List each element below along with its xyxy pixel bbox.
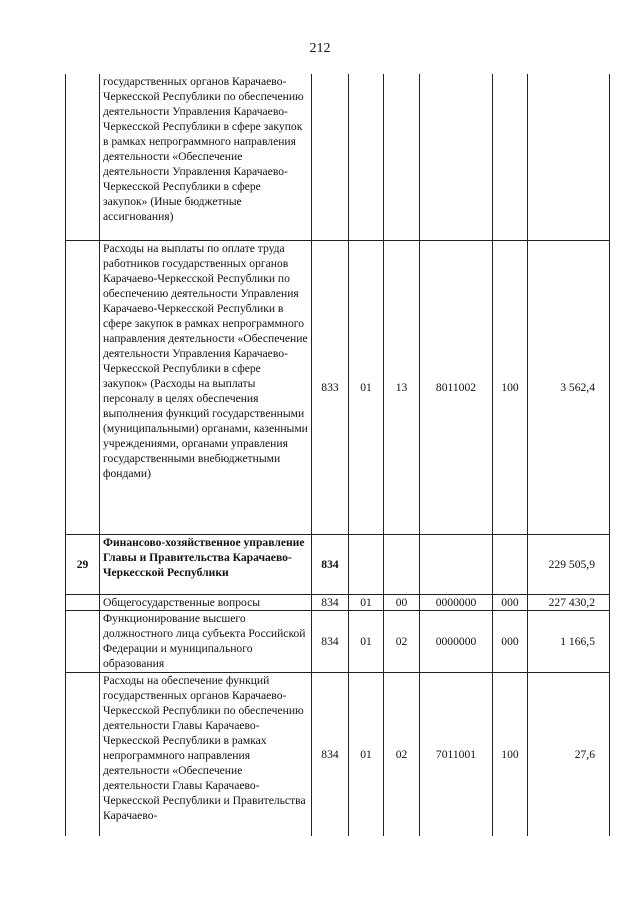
expense-type-code: 000 bbox=[493, 610, 528, 672]
page-number: 212 bbox=[309, 41, 331, 56]
ministry-code: 834 bbox=[312, 534, 349, 594]
row-number bbox=[66, 594, 100, 610]
row-number bbox=[66, 610, 100, 672]
amount: 229 505,9 bbox=[528, 534, 610, 594]
target-article-code: 7011001 bbox=[420, 672, 493, 836]
table-row bbox=[66, 594, 610, 610]
row-number bbox=[66, 240, 100, 534]
target-article-code bbox=[420, 74, 493, 240]
target-article-code bbox=[420, 534, 493, 594]
expense-type-code bbox=[493, 534, 528, 594]
budget-table bbox=[65, 74, 610, 836]
section-code: 01 bbox=[349, 594, 384, 610]
ministry-code: 834 bbox=[312, 594, 349, 610]
expense-type-code bbox=[493, 74, 528, 240]
row-number: 29 bbox=[66, 534, 100, 594]
target-article-code: 8011002 bbox=[420, 240, 493, 534]
ministry-code: 834 bbox=[312, 610, 349, 672]
row-description: Общегосударственные вопросы bbox=[100, 594, 312, 610]
subsection-code: 02 bbox=[384, 610, 420, 672]
row-description: Расходы на выплаты по оплате труда работников государственных органов Карачаево-Черкесской Республики по обеспечению деятельности Управления Карачаево-Черкесской Республики в сфере закупок в рамках непрограммного направления деятельности «Обеспечение деятельности Управления Карачаево-Черкесской Республики в сфере закупок» (Расходы на выплаты персоналу в целях обеспечения выполнения функций государственными (муниципальными) органами, казенными учреждениями, органами управления государственными внебюджетными фондами) bbox=[100, 240, 312, 534]
expense-type-code: 100 bbox=[493, 672, 528, 836]
expense-type-code: 000 bbox=[493, 594, 528, 610]
expense-type-code: 100 bbox=[493, 240, 528, 534]
row-description: Финансово-хозяйственное управление Главы и Правительства Карачаево-Черкесской Республики bbox=[100, 534, 312, 594]
table-row bbox=[66, 74, 610, 240]
ministry-code: 834 bbox=[312, 672, 349, 836]
row-description: государственных органов Карачаево-Черкесской Республики по обеспечению деятельности Управления Карачаево-Черкесской Республики в сфере закупок в рамках непрограммного направления деятельности «Обеспечение деятельности Управления Карачаево-Черкесской Республики в сфере закупок» (Иные бюджетные ассигнования) bbox=[100, 74, 312, 240]
row-number bbox=[66, 74, 100, 240]
amount: 227 430,2 bbox=[528, 594, 610, 610]
target-article-code: 0000000 bbox=[420, 594, 493, 610]
section-code bbox=[349, 534, 384, 594]
amount bbox=[528, 74, 610, 240]
section-code bbox=[349, 74, 384, 240]
section-code: 01 bbox=[349, 240, 384, 534]
section-code: 01 bbox=[349, 610, 384, 672]
row-number bbox=[66, 672, 100, 836]
table-row bbox=[66, 240, 610, 534]
subsection-code: 00 bbox=[384, 594, 420, 610]
target-article-code: 0000000 bbox=[420, 610, 493, 672]
subsection-code bbox=[384, 74, 420, 240]
amount: 1 166,5 bbox=[528, 610, 610, 672]
table-row bbox=[66, 534, 610, 594]
amount: 3 562,4 bbox=[528, 240, 610, 534]
ministry-code bbox=[312, 74, 349, 240]
subsection-code: 13 bbox=[384, 240, 420, 534]
table-row bbox=[66, 672, 610, 836]
amount: 27,6 bbox=[528, 672, 610, 836]
section-code: 01 bbox=[349, 672, 384, 836]
subsection-code bbox=[384, 534, 420, 594]
row-description: Функционирование высшего должностного лица субъекта Российской Федерации и муниципального образования bbox=[100, 610, 312, 672]
table-row bbox=[66, 610, 610, 672]
row-description: Расходы на обеспечение функций государственных органов Карачаево-Черкесской Республики по обеспечению деятельности Главы Карачаево-Черкесской Республики в рамках непрограммного направления деятельности «Обеспечение деятельности Главы Карачаево-Черкесской Республики и Правительства Карачаево- bbox=[100, 672, 312, 836]
ministry-code: 833 bbox=[312, 240, 349, 534]
subsection-code: 02 bbox=[384, 672, 420, 836]
